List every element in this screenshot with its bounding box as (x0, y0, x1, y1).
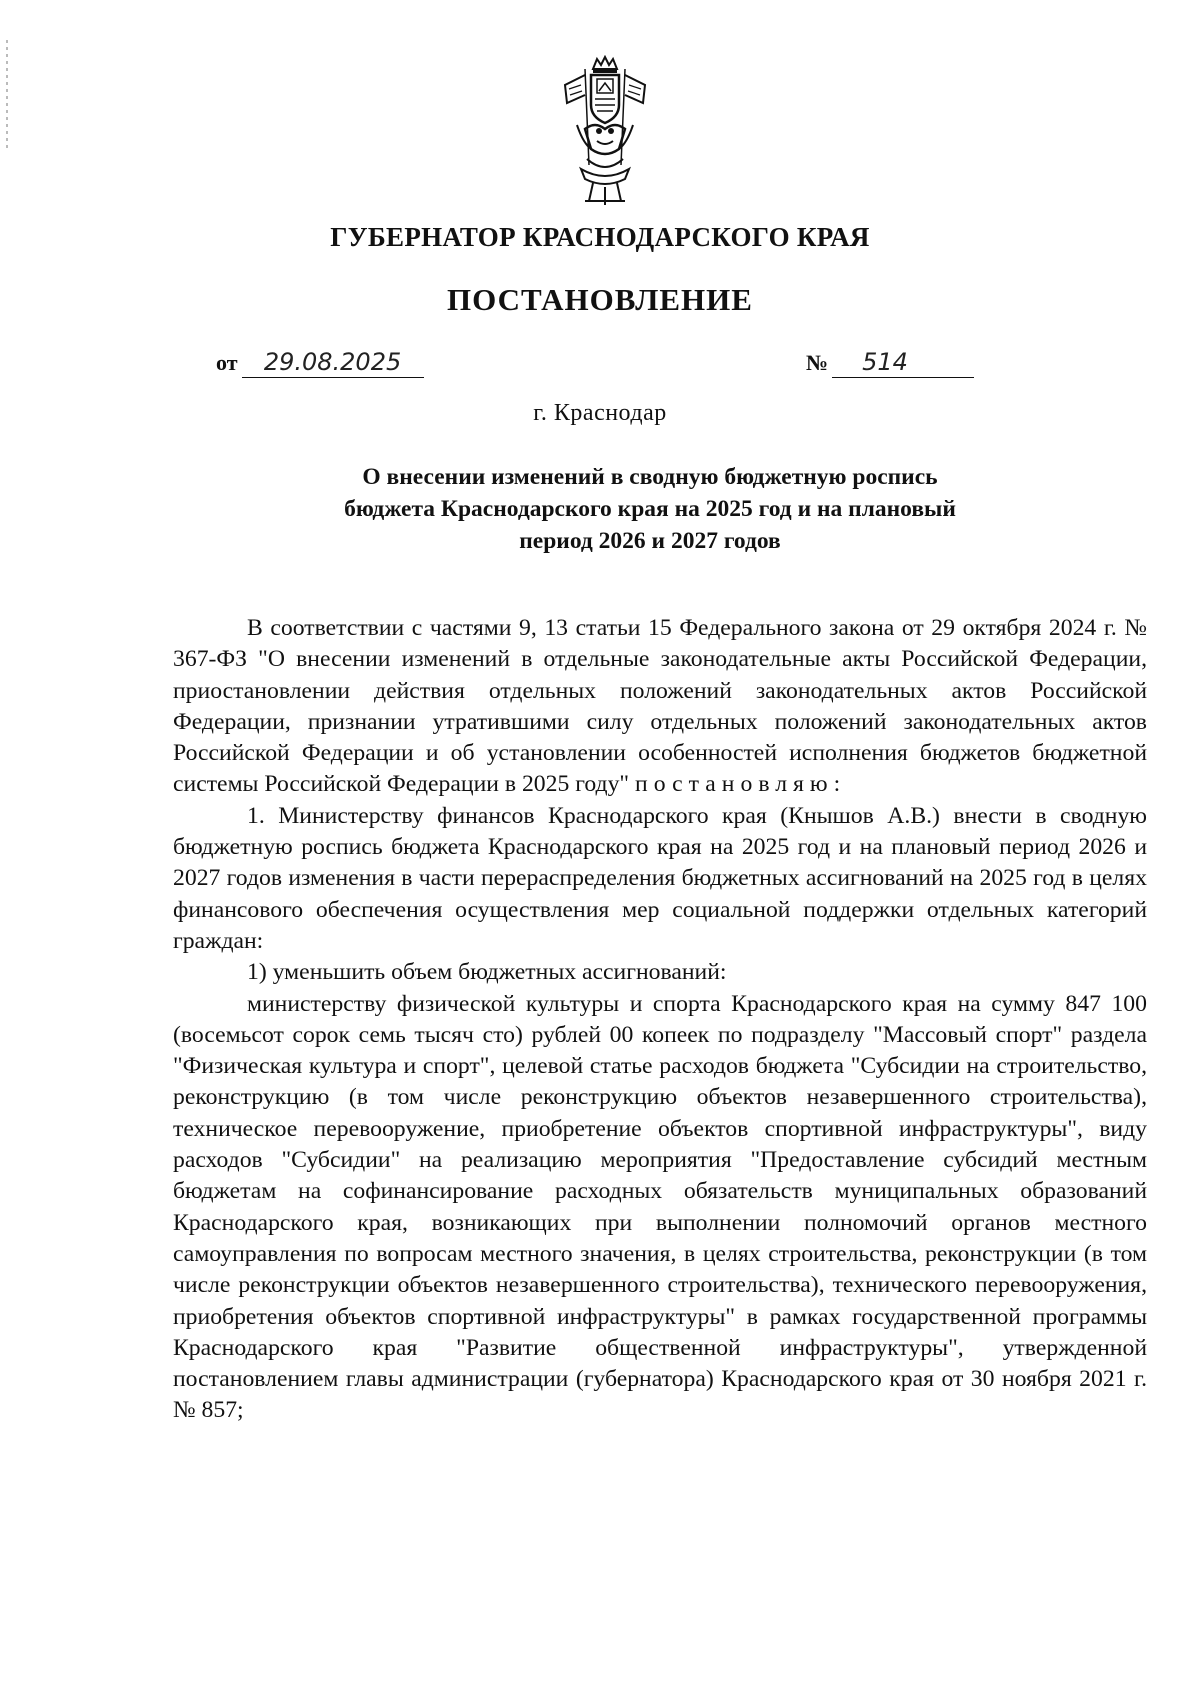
preamble-paragraph (173, 613, 1147, 801)
document-type: ПОСТАНОВЛЕНИЕ (447, 282, 753, 317)
decree-word: постановляю: (635, 771, 847, 798)
date-prefix: от (216, 350, 238, 375)
number-value: 514 (832, 348, 974, 378)
scan-edge-mark (6, 40, 8, 150)
subject-line: О внесении изменений в сводную бюджетную роспись (362, 464, 938, 490)
document-body (173, 613, 1147, 1427)
date-value: 29.08.2025 (242, 348, 424, 378)
preamble-text: В соответствии с частями 9, 13 статьи 15 Федерального закона от 29 октября 2024 г. № 367-ФЗ "О внесении изменений в отдельные законодательные акты Российской Федерации, приостановлении действия отдельных положений законодательных актов Российской Федерации, признании утратившими силу отдельных положений законодательных актов Российской Федерации и об установлении особенностей исполнения бюджетов бюджетной системы Российской Федерации в 2025 году" (173, 615, 1147, 798)
allocation-paragraph: министерству физической культуры и спорта Краснодарского края на сумму 847 100 (восемьсот сорок семь тысяч сто) рублей 00 копеек по подразделу "Массовый спорт" раздела "Физическая культура и спорт", целевой статье расходов бюджета "Субсидии на строительство, реконструкцию (в том числе реконструкцию объектов незавершенного строительства), техническое перевооружение, приобретение объектов спортивной инфраструктуры", виду расходов "Субсидии" на реализацию мероприятия "Предоставление субсидий местным бюджетам на софинансирование расходных обязательств муниципальных образований Краснодарского края, возникающих при выполнении полномочий органов местного самоуправления по вопросам местного значения, в целях строительства, реконструкции (в том числе реконструкции объектов незавершенного строительства), технического перевооружения, приобретения объектов спортивной инфраструктуры" в рамках государственной программы Краснодарского края "Развитие общественной инфраструктуры", утвержденной постановлением главы администрации (губернатора) Краснодарского края от 30 ноября 2021 г. № 857; (173, 990, 1147, 1424)
subject-line: бюджета Краснодарского края на 2025 год и на плановый (344, 496, 956, 522)
document-date (216, 348, 424, 378)
clause-paragraph: 1. Министерству финансов Краснодарского края (Кнышов А.В.) внести в сводную бюджетную роспись бюджета Краснодарского края на 2025 год и на плановый период 2026 и 2027 годов изменения в части перераспределения бюджетных ассигнований на 2025 год в целях финансового обеспечения осуществления мер социальной поддержки отдельных категорий граждан: (173, 802, 1147, 954)
number-prefix: № (806, 350, 829, 375)
subject-line: период 2026 и 2027 годов (519, 528, 781, 554)
issuer-title: ГУБЕРНАТОР КРАСНОДАРСКОГО КРАЯ (330, 222, 870, 252)
coat-of-arms-icon (555, 55, 655, 215)
document-subject (240, 461, 1060, 557)
city: г. Краснодар (533, 400, 667, 426)
document-number (806, 348, 974, 378)
subclause-paragraph: 1) уменьшить объем бюджетных ассигнований: (247, 959, 727, 986)
